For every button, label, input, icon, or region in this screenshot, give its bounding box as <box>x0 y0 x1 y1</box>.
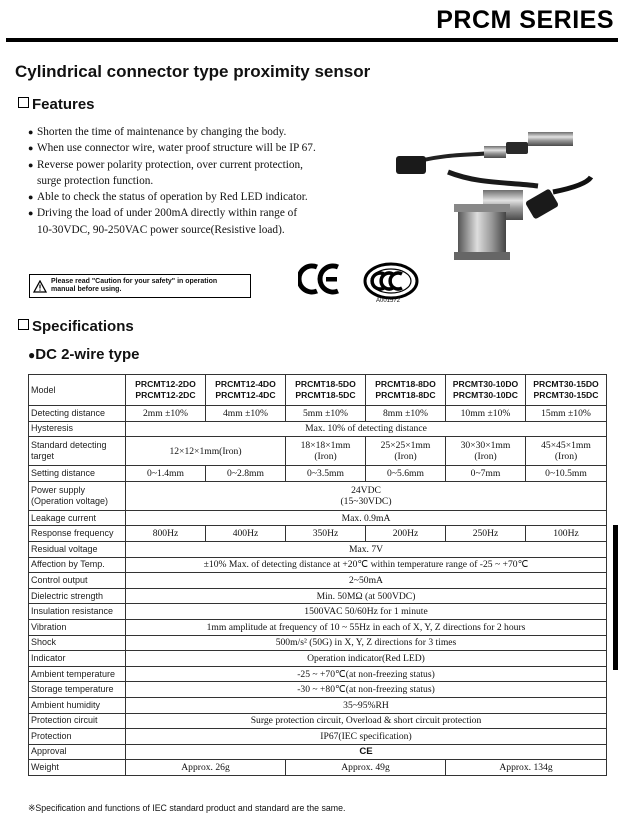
feature-item: ● Shorten the time of maintenance by changing the body. <box>28 124 398 140</box>
row-label: Protection circuit <box>29 713 126 729</box>
table-cell: -30 ~ +80℃(at non-freezing status) <box>126 682 607 698</box>
row-label: Residual voltage <box>29 541 126 557</box>
ce-mark-logo <box>298 262 344 296</box>
table-row-residual-voltage <box>29 541 607 557</box>
table-cell: Max. 0.9mA <box>126 510 607 526</box>
table-row-ambient-temperature <box>29 666 607 682</box>
table-cell: 25×25×1mm (Iron) <box>366 437 446 466</box>
row-label: Storage temperature <box>29 682 126 698</box>
table-row-insulation-resistance <box>29 604 607 620</box>
table-row-hysteresis <box>29 421 607 437</box>
table-row-standard-target <box>29 437 607 466</box>
table-cell: 800Hz <box>126 526 206 542</box>
row-label: Vibration <box>29 619 126 635</box>
table-cell: 0~7mm <box>446 466 526 482</box>
row-label: Leakage current <box>29 510 126 526</box>
row-label: Insulation resistance <box>29 604 126 620</box>
table-cell: Approx. 49g <box>286 760 446 776</box>
table-cell: ±10% Max. of detecting distance at +20℃ within temperature range of -25 ~ +70℃ <box>126 557 607 573</box>
table-cell: 500m/s² (50G) in X, Y, Z directions for 3 times <box>126 635 607 651</box>
row-label: Affection by Temp. <box>29 557 126 573</box>
table-row-shock <box>29 635 607 651</box>
table-cell: Operation indicator(Red LED) <box>126 651 607 667</box>
table-row-detecting-distance <box>29 406 607 422</box>
table-cell: 8mm ±10% <box>366 406 446 422</box>
table-cell: Max. 10% of detecting distance <box>126 421 607 437</box>
feature-item: ● Driving the load of under 200mA directly within range of <box>28 205 398 221</box>
caution-text-line2: manual before using. <box>51 286 122 293</box>
features-title: Features <box>32 96 95 113</box>
feature-item: ● When use connector wire, water proof structure will be IP 67. <box>28 140 398 156</box>
row-label: Control output <box>29 573 126 589</box>
table-row-vibration <box>29 619 607 635</box>
table-cell: 4mm ±10% <box>206 406 286 422</box>
table-cell: 0~10.5mm <box>526 466 607 482</box>
table-cell: 0~2.8mm <box>206 466 286 482</box>
features-heading <box>18 96 95 113</box>
table-row-ambient-humidity <box>29 697 607 713</box>
ccc-certification-logo <box>362 262 420 300</box>
specifications-table <box>28 374 607 776</box>
table-cell: 250Hz <box>446 526 526 542</box>
row-label: Approval <box>29 744 126 760</box>
caution-notice <box>29 274 251 298</box>
table-cell: 200Hz <box>366 526 446 542</box>
table-cell: 1mm amplitude at frequency of 10 ~ 55Hz in each of X, Y, Z directions for 2 hours <box>126 619 607 635</box>
sensor-product-photo <box>388 112 593 272</box>
row-label: Power supply (Operation voltage) <box>29 481 126 510</box>
table-cell: 15mm ±10% <box>526 406 607 422</box>
table-cell: Approx. 134g <box>446 760 607 776</box>
table-row-setting-distance <box>29 466 607 482</box>
specifications-heading <box>18 318 134 335</box>
table-cell: 350Hz <box>286 526 366 542</box>
row-label: Ambient humidity <box>29 697 126 713</box>
row-label: Standard detecting target <box>29 437 126 466</box>
model-cell: PRCMT12-2DO PRCMT12-2DC <box>126 375 206 406</box>
dc-2wire-heading <box>28 346 139 363</box>
table-row-model <box>29 375 607 406</box>
page-heading: Cylindrical connector type proximity sensor <box>15 62 371 81</box>
model-cell: PRCMT30-15DO PRCMT30-15DC <box>526 375 607 406</box>
table-row-weight <box>29 760 607 776</box>
table-row-storage-temperature <box>29 682 607 698</box>
row-label: Ambient temperature <box>29 666 126 682</box>
table-row-protection-circuit <box>29 713 607 729</box>
feature-item-continued: surge protection function. <box>37 174 154 187</box>
table-cell: IP67(IEC specification) <box>126 729 607 745</box>
table-cell: Approx. 26g <box>126 760 286 776</box>
page-edge-tab <box>613 525 618 670</box>
row-label: Model <box>29 375 126 406</box>
table-cell: 35~95%RH <box>126 697 607 713</box>
row-label: Detecting distance <box>29 406 126 422</box>
table-row-protection <box>29 729 607 745</box>
feature-item-continued: 10-30VDC, 90-250VAC power source(Resistive load). <box>37 223 285 236</box>
table-row-leakage-current <box>29 510 607 526</box>
row-label: Hysteresis <box>29 421 126 437</box>
square-bullet-icon <box>18 319 29 330</box>
model-cell: PRCMT18-8DO PRCMT18-8DC <box>366 375 446 406</box>
round-bullet-icon: ● <box>28 348 36 362</box>
table-cell: 100Hz <box>526 526 607 542</box>
table-cell: 24VDC (15~30VDC) <box>126 481 607 510</box>
table-row-response-frequency <box>29 526 607 542</box>
table-cell: Surge protection circuit, Overload & short circuit protection <box>126 713 607 729</box>
table-row-dielectric-strength <box>29 588 607 604</box>
table-cell: 5mm ±10% <box>286 406 366 422</box>
table-cell: 12×12×1mm(Iron) <box>126 437 286 466</box>
model-cell: PRCMT12-4DO PRCMT12-4DC <box>206 375 286 406</box>
table-row-affection-temp <box>29 557 607 573</box>
ccc-code: A001572 <box>376 298 401 304</box>
row-label: Protection <box>29 729 126 745</box>
table-cell: 30×30×1mm (Iron) <box>446 437 526 466</box>
table-cell: 18×18×1mm (Iron) <box>286 437 366 466</box>
ce-mark: CE <box>126 744 607 760</box>
table-row-power-supply <box>29 481 607 510</box>
table-cell: 400Hz <box>206 526 286 542</box>
table-cell: 10mm ±10% <box>446 406 526 422</box>
table-cell: 0~3.5mm <box>286 466 366 482</box>
row-label: Setting distance <box>29 466 126 482</box>
table-cell: 45×45×1mm (Iron) <box>526 437 607 466</box>
row-label: Indicator <box>29 651 126 667</box>
square-bullet-icon <box>18 97 29 108</box>
caution-text-line1: Please read "Caution for your safety" in operation <box>51 278 218 285</box>
header-rule <box>6 38 618 42</box>
specifications-title: Specifications <box>32 318 134 335</box>
table-cell: Min. 50MΩ (at 500VDC) <box>126 588 607 604</box>
table-cell: -25 ~ +70℃(at non-freezing status) <box>126 666 607 682</box>
row-label: Weight <box>29 760 126 776</box>
model-cell: PRCMT30-10DO PRCMT30-10DC <box>446 375 526 406</box>
table-cell: 2mm ±10% <box>126 406 206 422</box>
model-cell: PRCMT18-5DO PRCMT18-5DC <box>286 375 366 406</box>
footnote: ※Specification and functions of IEC standard product and standard are the same. <box>28 803 346 813</box>
table-row-control-output <box>29 573 607 589</box>
table-cell: 2~50mA <box>126 573 607 589</box>
table-cell: Max. 7V <box>126 541 607 557</box>
dc-2wire-title: DC 2-wire type <box>35 346 140 363</box>
row-label: Response frequency <box>29 526 126 542</box>
table-cell: 1500VAC 50/60Hz for 1 minute <box>126 604 607 620</box>
table-cell: 0~1.4mm <box>126 466 206 482</box>
warning-triangle-icon <box>33 280 47 293</box>
features-list <box>28 124 398 238</box>
table-row-indicator <box>29 651 607 667</box>
feature-item: ● Reverse power polarity protection, over current protection, <box>28 157 398 173</box>
feature-item: ● Able to check the status of operation by Red LED indicator. <box>28 189 398 205</box>
table-cell: 0~5.6mm <box>366 466 446 482</box>
row-label: Shock <box>29 635 126 651</box>
table-row-approval <box>29 744 607 760</box>
row-label: Dielectric strength <box>29 588 126 604</box>
series-title: PRCM SERIES <box>436 6 614 34</box>
